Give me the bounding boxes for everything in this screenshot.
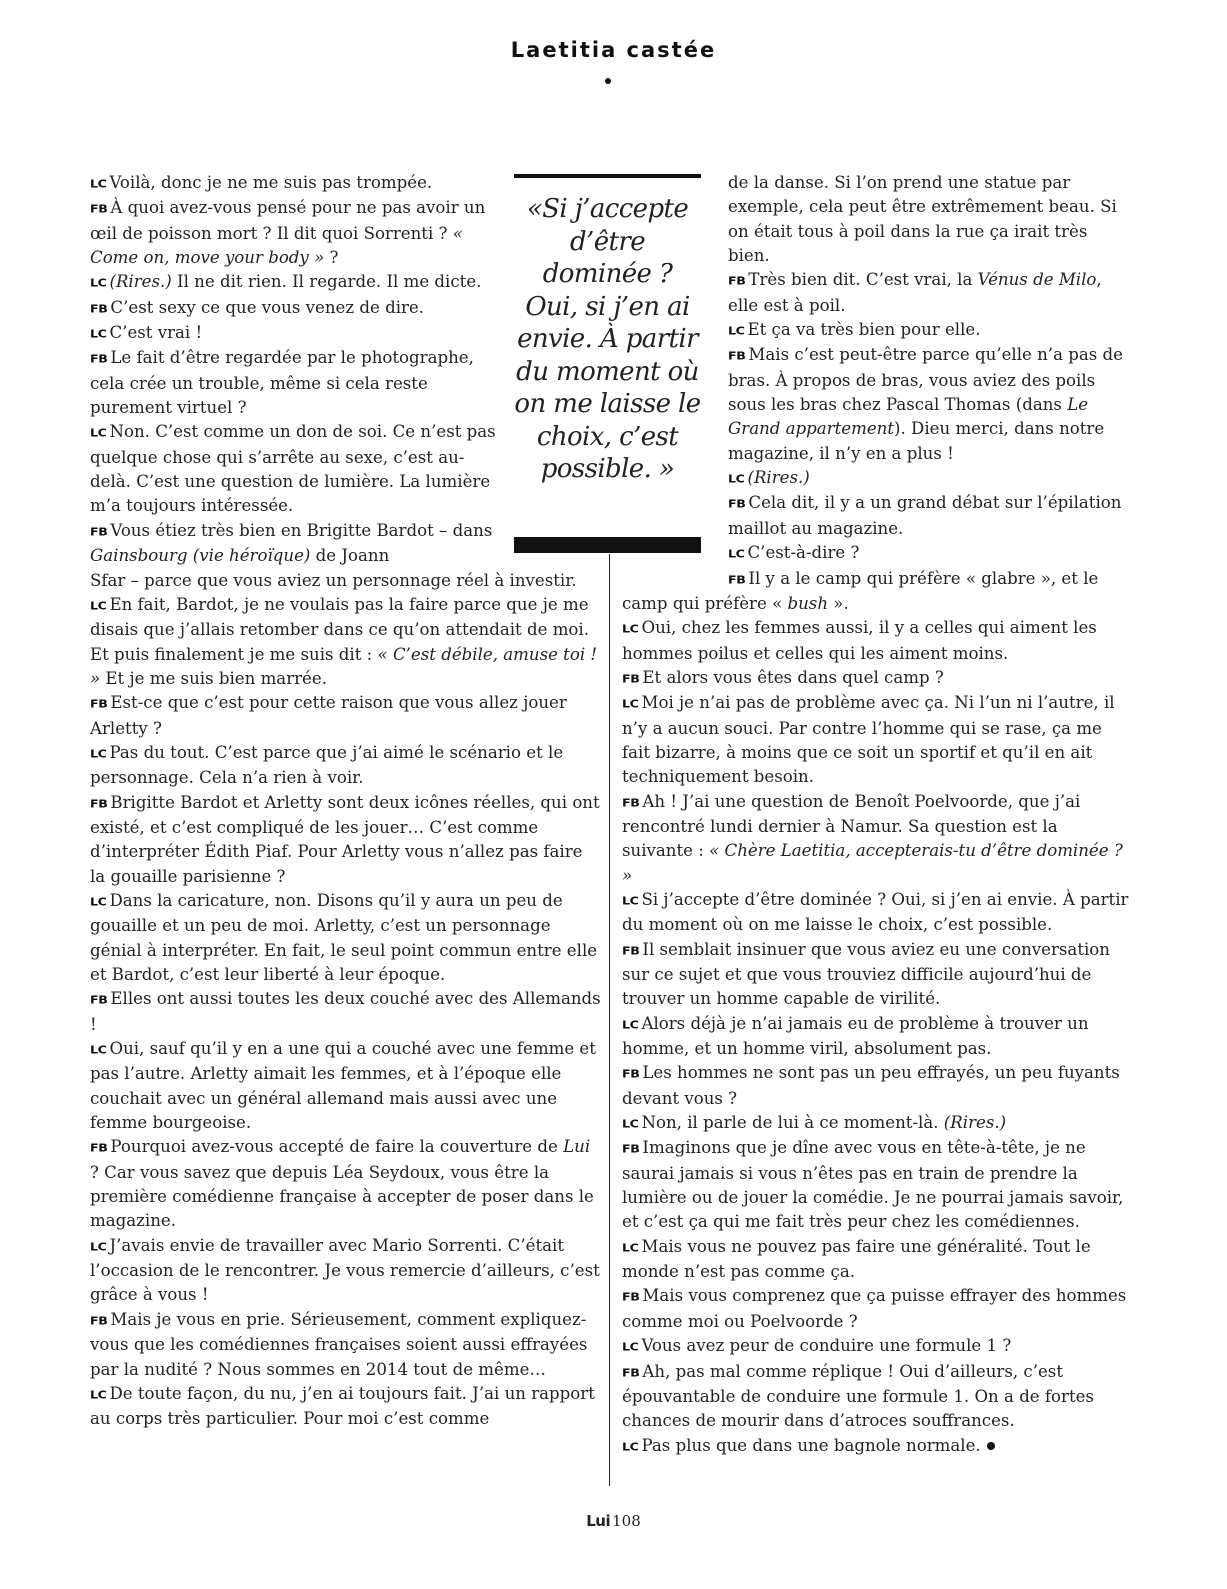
interview-paragraph xyxy=(90,171,498,196)
paragraph-text: Il semblait insinuer que vous aviez eu une conversation sur ce sujet et que vous trouviez difficile aujourd’hui de trouver un homme capable de virilité. xyxy=(622,939,1110,1009)
paragraph-text: Pas plus que dans une bagnole normale. xyxy=(641,1435,981,1455)
speaker-tag-fb: FB xyxy=(90,352,108,366)
page-header-title: Laetitia castée xyxy=(510,38,717,62)
italic-text: Vénus de Milo xyxy=(977,270,1097,290)
interview-paragraph xyxy=(90,593,602,691)
speaker-tag-fb: FB xyxy=(728,572,746,586)
speaker-tag-lc: LC xyxy=(90,1240,107,1253)
paragraph-text: Le fait d’être regardée par le photographe, cela crée un trouble, même si cela reste purement virtuel ? xyxy=(90,348,474,418)
right-column-narrow-section xyxy=(728,171,1132,592)
paragraph-text: En fait, Bardot, je ne voulais pas la faire parce que je me disais que j’allais retomber dans ce qu’on attendait de moi. Et puis finalement je me suis dit : xyxy=(90,594,589,664)
paragraph-text: de la danse. Si l’on prend une statue par exemple, cela peut être extrêmement beau. Si on était tous à poil dans la rue ça irait très bien. xyxy=(728,173,1117,266)
italic-text: « Come on, move your body » xyxy=(90,223,463,268)
right-column-wide-section xyxy=(622,592,1132,1459)
paragraph-text: Et ça va très bien pour elle. xyxy=(747,320,981,340)
speaker-tag-fb: FB xyxy=(622,1290,640,1304)
header-dot-ornament xyxy=(605,78,611,84)
paragraph-text: Non. C’est comme un don de soi. Ce n’est pas quelque chose qui s’arrête au sexe, c’est au-delà. C’est une question de lumière. La lumière m’a toujours intéressée. xyxy=(90,422,496,516)
speaker-tag-fb: FB xyxy=(90,301,108,315)
speaker-tag-fb: FB xyxy=(90,525,108,538)
left-column-narrow-section xyxy=(90,171,498,569)
speaker-tag-lc: LC xyxy=(90,327,107,341)
paragraph-text: Ah ! J’ai une question de Benoît Poelvoorde, que j’ai rencontré lundi dernier à Namur. Sa question est la suivante : xyxy=(622,791,1081,861)
paragraph-text: Alors déjà je n’ai jamais eu de problème à trouver un homme, et un homme viril, absolument pas. xyxy=(622,1013,1089,1059)
paragraph-text: Très bien dit. C’est vrai, la xyxy=(748,270,978,290)
paragraph-text: J’avais envie de travailler avec Mario Sorrenti. C’était l’occasion de le rencontrer. Je vous remercie d’ailleurs, c’est grâce à vous ! xyxy=(90,1235,600,1305)
speaker-tag-lc: LC xyxy=(728,472,745,486)
interview-paragraph xyxy=(622,1235,1132,1285)
paragraph-text: ? Car vous savez que depuis Léa Seydoux, vous être la première comédienne française à accepter de poser dans le magazine. xyxy=(90,1162,594,1231)
interview-paragraph xyxy=(622,1360,1132,1434)
speaker-tag-lc: LC xyxy=(622,1241,639,1254)
speaker-tag-fb: FB xyxy=(622,1365,640,1379)
paragraph-text: Ah, pas mal comme réplique ! Oui d’ailleurs, c’est épouvantable de conduire une formule 1. On a de fortes chances de mourir dans d’atroces souffrances. xyxy=(622,1361,1094,1431)
right-column xyxy=(622,171,1132,1459)
left-column-wide-section xyxy=(90,569,602,1432)
interview-paragraph xyxy=(728,541,1132,566)
interview-paragraph xyxy=(90,420,498,518)
paragraph-text: Il y a le camp qui préfère « glabre », et le xyxy=(748,568,1099,588)
paragraph-text: Les hommes ne sont pas un peu effrayés, un peu fuyants devant vous ? xyxy=(622,1063,1120,1108)
speaker-tag-fb: FB xyxy=(622,1067,640,1081)
italic-text: Le Grand appartement xyxy=(728,395,1089,439)
interview-paragraph xyxy=(90,296,498,321)
speaker-tag-fb: FB xyxy=(622,943,640,957)
speaker-tag-fb: FB xyxy=(90,1141,108,1155)
speaker-tag-lc: LC xyxy=(90,895,107,908)
interview-paragraph xyxy=(622,1061,1132,1111)
italic-text: bush xyxy=(787,593,829,613)
interview-paragraph xyxy=(90,1037,602,1135)
speaker-tag-lc: LC xyxy=(90,1043,107,1057)
paragraph-text: Et je me suis bien marrée. xyxy=(100,668,327,688)
interview-paragraph xyxy=(622,888,1132,938)
paragraph-text: Vous avez peur de conduire une formule 1 ? xyxy=(641,1336,1012,1356)
paragraph-text: C’est vrai ! xyxy=(109,323,203,343)
italic-text: Gainsbourg (vie héroïque) xyxy=(90,546,311,566)
paragraph-text: Oui, chez les femmes aussi, il y a celles qui aiment les hommes poilus et celles qui les aiment moins. xyxy=(622,618,1097,663)
interview-paragraph xyxy=(728,268,1132,318)
paragraph-text: camp qui préfère « xyxy=(622,593,788,613)
interview-paragraph xyxy=(90,741,602,791)
speaker-tag-lc: LC xyxy=(622,1117,639,1131)
speaker-tag-fb: FB xyxy=(622,1142,640,1156)
speaker-tag-fb: FB xyxy=(728,274,746,288)
speaker-tag-lc: LC xyxy=(90,177,107,190)
interview-paragraph xyxy=(90,987,602,1037)
pull-quote-text: «Si j’accepte d’être dominée ? Oui, si j’en ai envie. À partir du moment où on me laisse le choix, c’est possible. » xyxy=(514,194,701,484)
interview-paragraph xyxy=(728,466,1132,491)
interview-paragraph xyxy=(622,1284,1132,1334)
interview-paragraph xyxy=(90,1135,602,1233)
speaker-tag-fb: FB xyxy=(622,672,640,685)
speaker-tag-fb: FB xyxy=(728,497,746,511)
paragraph-text: C’est-à-dire ? xyxy=(747,543,860,563)
speaker-tag-lc: LC xyxy=(622,622,639,636)
interview-paragraph xyxy=(622,691,1132,789)
interview-paragraph xyxy=(622,1111,1132,1136)
paragraph-text: Moi je n’ai pas de problème avec ça. Ni l’un ni l’autre, il n’y a aucun souci. Par contre l’homme qui se rase, ça me fait bizarre, à moins que ce soit un sportif et qu’il en ait techniquement besoin. xyxy=(622,693,1115,787)
interview-paragraph xyxy=(728,343,1132,466)
paragraph-text: Brigitte Bardot et Arletty sont deux icônes réelles, qui ont existé, et c’est compliqué de les jouer… C’est comme d’interpréter Édith Piaf. Pour Arletty vous n’allez pas faire la gouaille parisienne ? xyxy=(90,792,600,886)
paragraph-text: Et alors vous êtes dans quel camp ? xyxy=(642,667,944,687)
interview-paragraph xyxy=(622,592,1132,616)
paragraph-text: Oui, sauf qu’il y en a une qui a couché avec une femme et pas l’autre. Arletty aimait les femmes, et à l’époque elle couchait avec un général allemand mais aussi avec une femme bourgeoise. xyxy=(90,1039,596,1133)
speaker-tag-lc: LC xyxy=(90,276,107,290)
interview-paragraph xyxy=(90,519,498,569)
speaker-tag-fb: FB xyxy=(90,1314,108,1327)
italic-text: « C’est débile, amuse toi ! » xyxy=(90,644,598,688)
paragraph-text: Est-ce que c’est pour cette raison que vous allez jouer Arletty ? xyxy=(90,693,567,738)
paragraph-text: Voilà, donc je ne me suis pas trompée. xyxy=(109,173,433,192)
paragraph-text: Si j’accepte d’être dominée ? Oui, si j’en ai envie. À partir du moment où on me laisse le choix, c’est possible. xyxy=(622,889,1129,935)
interview-paragraph xyxy=(90,889,602,987)
interview-paragraph xyxy=(728,491,1132,541)
magazine-brand-logo: Lui xyxy=(586,1512,611,1530)
interview-paragraph xyxy=(622,616,1132,666)
paragraph-text: Mais vous ne pouvez pas faire une généralité. Tout le monde n’est pas comme ça. xyxy=(622,1236,1091,1282)
speaker-tag-fb: FB xyxy=(728,349,746,363)
interview-paragraph xyxy=(90,346,498,420)
end-of-article-bullet xyxy=(987,1442,995,1450)
paragraph-text: ». xyxy=(828,593,849,613)
page-number: 108 xyxy=(612,1512,641,1530)
interview-paragraph xyxy=(728,318,1132,343)
speaker-tag-lc: LC xyxy=(622,1439,639,1453)
italic-text: (Rires.) xyxy=(943,1113,1007,1133)
paragraph-text: ). Dieu merci, dans notre magazine, il n’y en a plus ! xyxy=(728,419,1105,463)
paragraph-text: De toute façon, du nu, j’en ai toujours fait. J’ai un rapport au corps très particulier. Pour moi c’est comme xyxy=(90,1383,595,1429)
italic-text: (Rires.) xyxy=(747,468,810,488)
paragraph-text: , elle est à poil. xyxy=(728,270,1102,315)
speaker-tag-lc: LC xyxy=(728,324,745,338)
paragraph-text: Elles ont aussi toutes les deux couché avec des Allemands ! xyxy=(90,989,601,1034)
paragraph-text: Pas du tout. C’est parce que j’ai aimé le scénario et le personnage. Cela n’a rien à voir. xyxy=(90,742,564,788)
speaker-tag-fb: FB xyxy=(90,993,108,1007)
interview-paragraph xyxy=(622,1012,1132,1062)
interview-paragraph xyxy=(90,569,602,593)
paragraph-text: Pourquoi avez-vous accepté de faire la couverture de xyxy=(110,1137,564,1157)
interview-paragraph xyxy=(90,321,498,346)
interview-paragraph xyxy=(90,791,602,889)
paragraph-text: Mais c’est peut-être parce qu’elle n’a pas de bras. À propos de bras, vous aviez des poils sous les bras chez Pascal Thomas (dans xyxy=(728,345,1123,415)
paragraph-text: C’est sexy ce que vous venez de dire. xyxy=(110,297,425,317)
speaker-tag-lc: LC xyxy=(728,547,745,561)
paragraph-text: Dans la caricature, non. Disons qu’il y aura un peu de gouaille et un peu de moi. Arletty, c’est un personnage génial à interpréter. En fait, le seul point commun entre elle et Bardot, c’est leur liberté à leur époque. xyxy=(90,890,598,984)
interview-paragraph xyxy=(90,1234,602,1308)
paragraph-text: de Joann xyxy=(310,546,390,566)
interview-paragraph xyxy=(728,567,1132,592)
paragraph-text: Mais vous comprenez que ça puisse effrayer des hommes comme moi ou Poelvoorde ? xyxy=(622,1286,1127,1331)
interview-paragraph xyxy=(90,1382,602,1432)
interview-paragraph xyxy=(622,666,1132,691)
interview-paragraph xyxy=(728,171,1132,268)
interview-paragraph xyxy=(622,938,1132,1012)
paragraph-text: Sfar – parce que vous aviez un personnage réel à investir. xyxy=(90,570,577,590)
paragraph-text: Il ne dit rien. Il regarde. Il me dicte. xyxy=(171,272,482,292)
paragraph-text: ? xyxy=(324,248,339,268)
speaker-tag-lc: LC xyxy=(622,697,639,711)
speaker-tag-lc: LC xyxy=(90,1388,107,1401)
paragraph-text: Mais je vous en prie. Sérieusement, comment expliquez-vous que les comédiennes françaises soient aussi effrayées par la nudité ? Nous sommes en 2014 tout de même… xyxy=(90,1309,588,1379)
interview-paragraph xyxy=(90,691,602,741)
speaker-tag-fb: FB xyxy=(90,202,108,216)
speaker-tag-lc: LC xyxy=(622,1017,639,1031)
column-divider-rule xyxy=(609,554,610,1486)
paragraph-text: Vous étiez très bien en Brigitte Bardot – dans xyxy=(110,520,493,540)
paragraph-text: Non, il parle de lui à ce moment-là. xyxy=(641,1113,944,1133)
italic-text: « Chère Laetitia, accepterais-tu d’être dominée ? » xyxy=(622,841,1123,885)
interview-paragraph xyxy=(90,270,498,295)
page-footer xyxy=(0,1512,1227,1530)
speaker-tag-lc: LC xyxy=(90,747,107,760)
speaker-tag-fb: FB xyxy=(90,697,108,711)
interview-paragraph xyxy=(622,1136,1132,1234)
interview-paragraph xyxy=(90,196,498,270)
interview-paragraph xyxy=(622,1334,1132,1359)
italic-text: (Rires.) xyxy=(109,272,172,292)
speaker-tag-lc: LC xyxy=(90,599,107,612)
speaker-tag-lc: LC xyxy=(622,1340,639,1354)
speaker-tag-fb: FB xyxy=(90,796,108,810)
paragraph-text: À quoi avez-vous pensé pour ne pas avoir un œil de poisson mort ? Il dit quoi Sorrenti ? xyxy=(90,198,486,243)
interview-paragraph xyxy=(622,1434,1132,1459)
speaker-tag-lc: LC xyxy=(622,894,639,907)
speaker-tag-lc: LC xyxy=(90,426,107,440)
italic-text: Lui xyxy=(563,1137,591,1157)
paragraph-text: Cela dit, il y a un grand débat sur l’épilation maillot au magazine. xyxy=(728,493,1122,538)
paragraph-text: Imaginons que je dîne avec vous en tête-à-tête, je ne saurai jamais si vous n’êtes pas en train de prendre la lumière ou de jouer la comédie. Je ne pourrai jamais savoir, et c’est ça qui me fait très peur chez les comédiennes. xyxy=(622,1138,1124,1232)
interview-paragraph xyxy=(622,790,1132,888)
interview-paragraph xyxy=(90,1308,602,1382)
speaker-tag-fb: FB xyxy=(622,795,640,809)
